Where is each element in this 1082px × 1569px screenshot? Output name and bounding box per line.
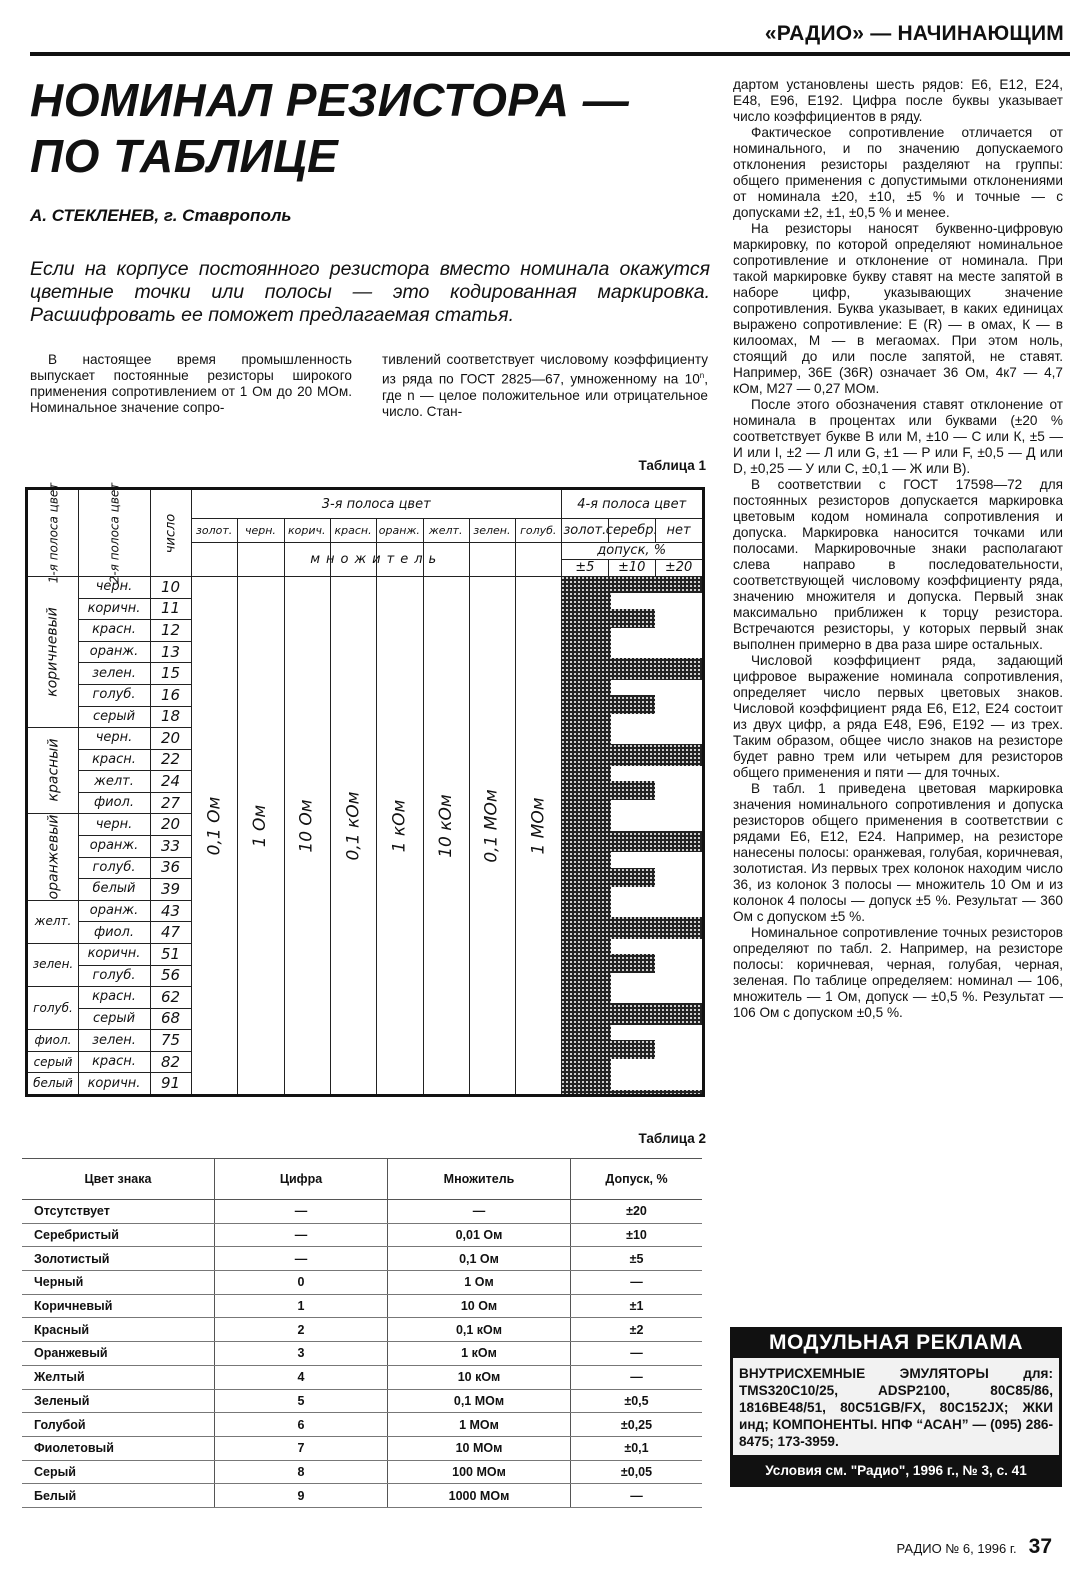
number-value: 43 (160, 901, 181, 920)
tolerance-value: ±20 (664, 560, 693, 575)
number-value: 20 (160, 815, 181, 834)
header-number-text: число (162, 513, 178, 553)
table-row (22, 1460, 702, 1484)
grid-line (78, 749, 191, 750)
unavailable-tolerance-region (611, 1025, 702, 1041)
band3-color: золот. (196, 523, 233, 537)
header-band4: 4-я полоса цвет (577, 496, 687, 512)
band3-color: голуб. (520, 523, 557, 537)
unavailable-tolerance-region (611, 628, 702, 658)
unavailable-tolerance-region (611, 714, 702, 744)
multiplier-value (191, 756, 237, 896)
multiplier-value (376, 756, 422, 896)
multiplier-value-text: 10 Ом (296, 799, 317, 853)
band4-color: серебр. (605, 522, 658, 538)
band3-color: оранж. (378, 523, 420, 537)
table-cell: 2 (215, 1318, 388, 1342)
table-cell: 0 (215, 1271, 388, 1295)
band2-color: коричн. (87, 1075, 141, 1091)
number-value: 91 (160, 1074, 181, 1093)
table-cell: — (571, 1484, 703, 1508)
unavailable-tolerance-region (611, 680, 702, 696)
multiplier-value-text: 0,1 кОм (343, 791, 364, 861)
table-cell: 5 (215, 1389, 388, 1413)
table-row (22, 1413, 702, 1437)
number-value: 82 (160, 1052, 181, 1071)
table-row (22, 1271, 702, 1295)
table-cell: ±0,5 (571, 1389, 703, 1413)
multiplier-value (515, 756, 561, 896)
number-value: 22 (160, 750, 181, 769)
grid-line (78, 770, 191, 771)
paragraph: Номинальное сопротивление точных резисторов определяют по табл. 2. Например, на резисторе полосы: коричневая, черная, голубая, черная, зеленая. По таблице определяем: номинал — 106, множитель — 1 Ом, допуск — ±0,5 %. Результат — 106 Ом с допуском ±0,5 %. (733, 925, 1063, 1020)
band1-color: зелен. (32, 957, 74, 972)
unavailable-tolerance-region (655, 609, 702, 628)
band2-color: серый (92, 1010, 136, 1026)
unavailable-tolerance-region (655, 868, 702, 887)
table-row (22, 1294, 702, 1318)
grid-line (655, 518, 656, 542)
header-number (150, 490, 191, 576)
table-cell: Белый (22, 1484, 215, 1508)
number-value: 56 (160, 966, 181, 985)
table-cell: ±0,1 (571, 1436, 703, 1460)
grid-line (78, 619, 191, 620)
body-column-right (733, 77, 1063, 1021)
grid-line (78, 965, 191, 966)
band2-color: коричн. (87, 600, 141, 616)
number-value: 13 (160, 642, 181, 661)
body-column-a (30, 352, 352, 416)
advertisement-box (730, 1327, 1062, 1487)
band3-color: желт. (428, 523, 463, 537)
table-row (22, 1342, 702, 1366)
band1-color (28, 576, 78, 727)
band2-color: оранж. (89, 903, 139, 919)
table-cell: Коричневый (22, 1294, 215, 1318)
issue-info: РАДИО № 6, 1996 г. (896, 1541, 1017, 1556)
header-rule (30, 52, 1070, 56)
number-value: 18 (160, 707, 181, 726)
unavailable-tolerance-region (611, 766, 702, 782)
body-column-b (382, 352, 708, 420)
table-cell: 0,01 Ом (388, 1223, 571, 1247)
multiplier-label: множитель (310, 551, 443, 567)
page-footer (897, 1535, 1052, 1559)
title-line-1: НОМИНАЛ РЕЗИСТОРА — (30, 74, 630, 126)
unavailable-tolerance-region (611, 593, 702, 609)
table1-caption: Таблица 1 (638, 458, 706, 473)
table-cell: — (215, 1223, 388, 1247)
table-cell: 1 Ом (388, 1271, 571, 1295)
band4-color: золот. (563, 522, 607, 538)
unavailable-tolerance-region (655, 954, 702, 973)
band2-color: голуб. (92, 859, 136, 875)
number-value: 10 (160, 577, 181, 596)
unavailable-tolerance-region (655, 1040, 702, 1059)
grid-line (78, 792, 191, 793)
multiplier-value-text: 10 кОм (435, 794, 456, 858)
multiplier-value (469, 756, 515, 896)
table-header-row (22, 1159, 702, 1200)
table-cell: Голубой (22, 1413, 215, 1437)
band1-color: фиол. (34, 1033, 72, 1048)
band2-color: желт. (94, 773, 134, 789)
text: тивлений соответствует числовому коэффициенту из ряда по ГОСТ 2825—67, умноженному на 10 (382, 352, 708, 387)
table-row (22, 1436, 702, 1460)
grid-line (78, 684, 191, 685)
number-value: 36 (160, 858, 181, 877)
multiplier-value-text: 1 кОм (389, 799, 410, 853)
lead-paragraph: Если на корпусе постоянного резистора вместо номинала окажутся цветные точки или полосы — это кодированная маркировка. Расшифровать ее поможет предлагаемая статья. (30, 258, 710, 326)
band2-color: зелен. (92, 1032, 136, 1048)
table-cell: — (571, 1271, 703, 1295)
band3-color: черн. (244, 523, 276, 537)
multiplier-value (284, 756, 330, 896)
table-cell: 10 кОм (388, 1365, 571, 1389)
grid-line (78, 641, 191, 642)
table-2-precision-code (22, 1158, 702, 1508)
column-header: Множитель (388, 1159, 571, 1200)
table-cell: ±10 (571, 1223, 703, 1247)
number-value: 20 (160, 728, 181, 747)
band2-color: оранж. (89, 644, 139, 660)
table-cell: Серебристый (22, 1223, 215, 1247)
number-value: 51 (160, 944, 181, 963)
band2-color: черн. (95, 579, 133, 595)
unavailable-tolerance-region (611, 939, 702, 955)
band2-color: фиол. (94, 795, 134, 811)
grid-line (608, 559, 609, 576)
table-row (22, 1365, 702, 1389)
table-cell: — (571, 1365, 703, 1389)
band2-color: красн. (92, 989, 136, 1005)
table-cell: 0,1 Ом (388, 1247, 571, 1271)
header-band2 (78, 482, 150, 584)
table-1-color-code (25, 482, 705, 1097)
header-band2-text: 2-я полоса цвет (107, 482, 122, 584)
ad-footer: Условия см. "Радио", 1996 г., № 3, с. 41 (765, 1463, 1027, 1478)
multiplier-value-text: 1 Ом (250, 804, 271, 848)
article-title (30, 72, 720, 184)
text: , где n — целое положительное или отрицательное число. Стан- (382, 371, 708, 419)
unavailable-tolerance-region (611, 887, 702, 917)
number-value: 24 (160, 772, 181, 791)
band1-color-text: красный (45, 738, 61, 802)
ad-heading: МОДУЛЬНАЯ РЕКЛАМА (768, 1331, 1023, 1354)
band2-color: зелен. (92, 665, 136, 681)
title-line-2: ПО ТАБЛИЦЕ (30, 130, 339, 182)
page-number: 37 (1028, 1535, 1052, 1558)
unavailable-tolerance-region (611, 852, 702, 868)
paragraph: В табл. 1 приведена цветовая маркировка значения номинального сопротивления и допуска резисторов общего применения в соответствии с рядами Е6, Е12, Е24. Например, на резисторе нанесены полосы: оранжевая, голубая, коричневая, золотистая. Из первых трех колонок находим число 36, из колонок 3 полосы — множитель 10 Ом и из колонок 4 полосы — допуск ±5 %. Результат — 360 Ом с допуском ±5 %. (733, 781, 1063, 924)
table-cell: — (215, 1247, 388, 1271)
band2-color: голуб. (92, 967, 136, 983)
superscript: n (699, 371, 705, 380)
table-cell: Оранжевый (22, 1342, 215, 1366)
grid-line (561, 559, 702, 560)
multiplier-value-text: 0,1 Ом (204, 796, 225, 856)
table-cell: 3 (215, 1342, 388, 1366)
band3-color: зелен. (473, 523, 511, 537)
number-value: 68 (160, 1009, 181, 1028)
table-cell: 4 (215, 1365, 388, 1389)
band2-color: голуб. (92, 687, 136, 703)
band1-color: желт. (34, 914, 72, 929)
paragraph (382, 352, 708, 420)
multiplier-value (330, 756, 376, 896)
grid-line (78, 921, 191, 922)
grid-line (78, 598, 191, 599)
band1-color (28, 813, 78, 899)
table-cell: — (388, 1200, 571, 1224)
table-cell: 0,1 МОм (388, 1389, 571, 1413)
table-cell: 100 МОм (388, 1460, 571, 1484)
table-cell: ±0,25 (571, 1413, 703, 1437)
band2-color: серый (92, 708, 136, 724)
band3-color: корич. (287, 523, 326, 537)
band4-color: нет (666, 522, 691, 538)
table-cell: Серый (22, 1460, 215, 1484)
grid-line (78, 1008, 191, 1009)
grid-line (655, 559, 656, 576)
band2-color: красн. (92, 751, 136, 767)
table2-caption: Таблица 2 (638, 1131, 706, 1146)
band1-color: голуб. (33, 1000, 73, 1015)
paragraph: На резисторы наносят буквенно-цифровую маркировку, по которой определяют номинальное сопротивление и отклонение от номинала. При такой маркировке букву ставят на месте запятой в наборе цифр, указывающих значение сопротивления. Буква указывает, в каких единицах выражено сопротивление: Е (R) — в омах, К — в килоомах, М — в мегаомах. При этом ноль, стоящий до или после запятой, не ставят. Например, 36Е (36R) означает 36 Ом, 4к7 — 4,7 кОм, М27 — 0,27 МОм. (733, 221, 1063, 396)
band1-color: серый (33, 1054, 73, 1069)
table-cell: ±5 (571, 1247, 703, 1271)
grid-line (78, 706, 191, 707)
grid-line (78, 878, 191, 879)
paragraph: Числовой коэффициент ряда, задающий цифровое выражение номинала сопротивления, определяет число первых цветовых знаков. Числовой коэффициент ряда Е6, Е12, Е24 состоит из двух цифр, а ряда Е48, Е96, Е192 — из трех. Таким образом, общее число знаков на резисторе будет равно трем или четырем для резисторов общего применения и пяти — для точных. (733, 653, 1063, 780)
multiplier-value-text: 1 МОм (528, 797, 549, 855)
section-header: «РАДИО» — НАЧИНАЮЩИМ (764, 22, 1064, 45)
table-cell: Зеленый (22, 1389, 215, 1413)
paragraph: В настоящее время промышленность выпускает постоянные резисторы широкого применения сопротивлением от 1 Ом до 20 МОм. Номинальное значение сопро- (30, 352, 352, 415)
band1-color: белый (33, 1076, 73, 1091)
number-value: 62 (160, 987, 181, 1006)
table-cell: Черный (22, 1271, 215, 1295)
header-band1-text: 1-я полоса цвет (46, 482, 61, 584)
table-row (22, 1223, 702, 1247)
unavailable-tolerance-region (611, 973, 702, 1003)
grid-line (191, 518, 702, 519)
band2-color: красн. (92, 1054, 136, 1070)
grid-line (78, 662, 191, 663)
ad-body: ВНУТРИСХЕМНЫЕ ЭМУЛЯТОРЫ для: TMS320C10/25, ADSP2100, 80C85/86, 1816ВЕ48/51, 80C51GB/FX, 80C152JX; ЖКИ инд; КОМПОНЕНТЫ. НПФ “АСАН” — (095) 286-8475; 173-3959. (733, 1358, 1059, 1455)
number-value: 39 (160, 879, 181, 898)
table-cell: 6 (215, 1413, 388, 1437)
table-row (22, 1389, 702, 1413)
column-header: Цвет знака (22, 1159, 215, 1200)
number-value: 11 (160, 599, 181, 618)
table-row (22, 1318, 702, 1342)
paragraph: После этого обозначения ставят отклонение от номинала в процентах или буквами (±20 % соответствует букве В или М, ±10 — С или К, ±5 — И или I, ±2 — Л или G, ±1 — Р или F, ±0,5 — Д или D, ±0,25 — У или С, ±0,1 — Ж или В). (733, 397, 1063, 476)
table-cell: Золотистый (22, 1247, 215, 1271)
table-cell: Отсутствует (22, 1200, 215, 1224)
table-cell: ±1 (571, 1294, 703, 1318)
table-cell: 10 Ом (388, 1294, 571, 1318)
unavailable-tolerance-region (611, 1059, 702, 1089)
table-row (22, 1247, 702, 1271)
number-value: 27 (160, 793, 181, 812)
band2-color: оранж. (89, 838, 139, 854)
band2-color: коричн. (87, 946, 141, 962)
table-cell: 9 (215, 1484, 388, 1508)
number-value: 75 (160, 1031, 181, 1050)
band3-color: красн. (334, 523, 372, 537)
table-cell: ±2 (571, 1318, 703, 1342)
table-cell: ±20 (571, 1200, 703, 1224)
paragraph: дартом установлены шесть рядов: Е6, Е12, Е24, Е48, Е96, Е192. Цифра после буквы указывает число коэффициентов в ряду. (733, 77, 1063, 124)
number-value: 33 (160, 836, 181, 855)
table-row (22, 1200, 702, 1224)
unavailable-tolerance-region (611, 800, 702, 830)
table-cell: 1000 МОм (388, 1484, 571, 1508)
band2-color: черн. (95, 730, 133, 746)
band1-color-text: коричневый (45, 606, 62, 697)
table-cell: — (215, 1200, 388, 1224)
band2-color: черн. (95, 816, 133, 832)
unavailable-tolerance-region (655, 695, 702, 714)
table-cell: 0,1 кОм (388, 1318, 571, 1342)
column-header: Цифра (215, 1159, 388, 1200)
paragraph: Фактическое сопротивление отличается от номинального, и по значению допускаемого отклонения резисторы разделяют на группы: общего применения с допустимыми отклонениями от номинала ±20, ±10, ±5 % и точные — с допусками ±2, ±1, ±0,5 % и менее. (733, 125, 1063, 220)
grid-line (78, 857, 191, 858)
table-cell: — (571, 1342, 703, 1366)
table-cell: Красный (22, 1318, 215, 1342)
band2-color: красн. (92, 622, 136, 638)
table-cell: ±0,05 (571, 1460, 703, 1484)
multiplier-value (423, 756, 469, 896)
multiplier-value-text: 0,1 МОм (481, 789, 502, 863)
grid-line (78, 835, 191, 836)
band1-color (28, 727, 78, 813)
number-value: 12 (160, 620, 181, 639)
multiplier-value (237, 756, 283, 896)
table-cell: Желтый (22, 1365, 215, 1389)
grid-line (608, 518, 609, 542)
band2-color: белый (92, 881, 136, 897)
band1-color-text: оранжевый (45, 814, 62, 899)
header-band3: 3-я полоса цвет (321, 496, 431, 512)
paragraph: В соответствии с ГОСТ 17598—72 для постоянных резисторов допускается маркировка цветовым кодом номинала сопротивления и допуска. Маркировка наносится точками или полосами. Маркировочные знаки располагают слева направо в последовательности, соответствующей числовому коэффициенту ряда, значению множителя и допуска. Первый знак максимально приближен к торцу резистора. Встречаются резисторы, у которых первый знак выполнен примерно в два раза шире остальных. (733, 477, 1063, 652)
table-cell: Фиолетовый (22, 1436, 215, 1460)
band2-color: фиол. (94, 924, 134, 940)
tolerance-value: ±5 (575, 560, 595, 575)
tolerance-value: ±10 (617, 560, 646, 575)
number-value: 16 (160, 685, 181, 704)
table-cell: 10 МОм (388, 1436, 571, 1460)
table-cell: 8 (215, 1460, 388, 1484)
tolerance-label: допуск, % (597, 543, 667, 558)
author-byline: А. СТЕКЛЕНЕВ, г. Ставрополь (30, 206, 292, 225)
grid-line (191, 542, 702, 543)
number-value: 47 (160, 923, 181, 942)
table-cell: 1 кОм (388, 1342, 571, 1366)
unavailable-tolerance-region (655, 781, 702, 800)
table-cell: 1 МОм (388, 1413, 571, 1437)
header-band1 (28, 482, 78, 584)
column-header: Допуск, % (571, 1159, 703, 1200)
tolerance-availability-pattern (561, 576, 702, 1094)
table-cell: 1 (215, 1294, 388, 1318)
table-row (22, 1484, 702, 1508)
table-cell: 7 (215, 1436, 388, 1460)
number-value: 15 (160, 664, 181, 683)
